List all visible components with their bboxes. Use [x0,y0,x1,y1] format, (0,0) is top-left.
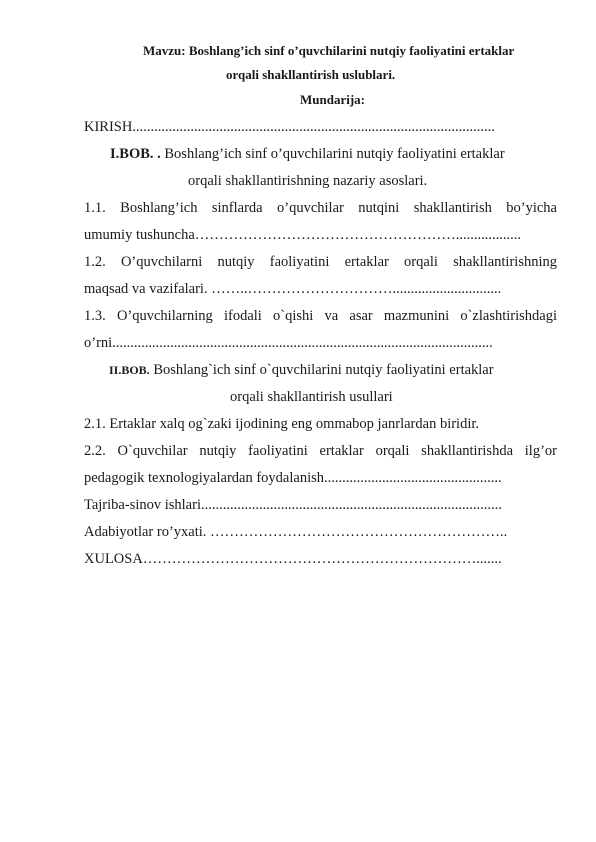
contents-heading: Mundarija: [300,92,365,107]
topic-title-line-1: Mavzu: Boshlang’ich sinf o’quvchilarini nutqiy faoliyatini ertaklar [143,43,515,58]
toc-conclusion: XULOSA……………………………………………………………....... [84,551,502,567]
toc-chapter-1-title-line-2: orqali shakllantirishning nazariy asoslari. [188,173,428,189]
toc-section-1-2-line-1: 1.2. O’quvchilarni nutqiy faoliyatini ertaklar orqali shakllantirishning [84,254,557,270]
toc-intro: KIRISH.................................................................................................... [84,119,495,135]
toc-chapter-1-title-line-1 [110,145,550,163]
chapter-1-title: Boshlang’ich sinf o’quvchilarini nutqiy faoliyatini ertaklar [160,146,505,162]
toc-references: Adabiyotlar ro’yxati. …………………………………………………….. [84,524,508,540]
toc-experiment: Tajriba-sinov ishlari................................................................................... [84,497,502,513]
toc-section-1-1-line-2: umumiy tushuncha……………………………………………….................. [84,227,522,243]
toc-section-1-2-line-2: maqsad va vazifalari. ……..………………………….............................. [84,281,502,297]
toc-section-2-1: 2.1. Ertaklar xalq og`zaki ijodining eng ommabop janrlardan biridir. [84,416,480,432]
chapter-1-label: I.BOB. . [110,146,161,162]
topic-title-line-2: orqali shakllantirish uslublari. [226,67,396,82]
toc-chapter-2-title-line-1 [109,361,559,379]
chapter-2-label: II.BOB. [109,363,150,377]
toc-section-1-3-line-2: o’rni......................................................................................................... [84,335,493,351]
toc-section-2-2-line-1: 2.2. O`quvchilar nutqiy faoliyatini ertaklar orqali shakllantirishda ilg’or [84,443,557,459]
toc-section-2-2-line-2: pedagogik texnologiyalardan foydalanish................................................. [84,470,502,486]
toc-section-1-1-line-1: 1.1. Boshlang’ich sinflarda o’quvchilar nutqini shakllantirish bo’yicha [84,200,557,216]
toc-chapter-2-title-line-2: orqali shakllantirish usullari [230,389,393,405]
toc-section-1-3-line-1: 1.3. O’quvchilarning ifodali o`qishi va asar mazmunini o`zlashtirishdagi [84,308,557,324]
chapter-2-title: Boshlang`ich sinf o`quvchilarini nutqiy faoliyatini ertaklar [149,362,494,378]
